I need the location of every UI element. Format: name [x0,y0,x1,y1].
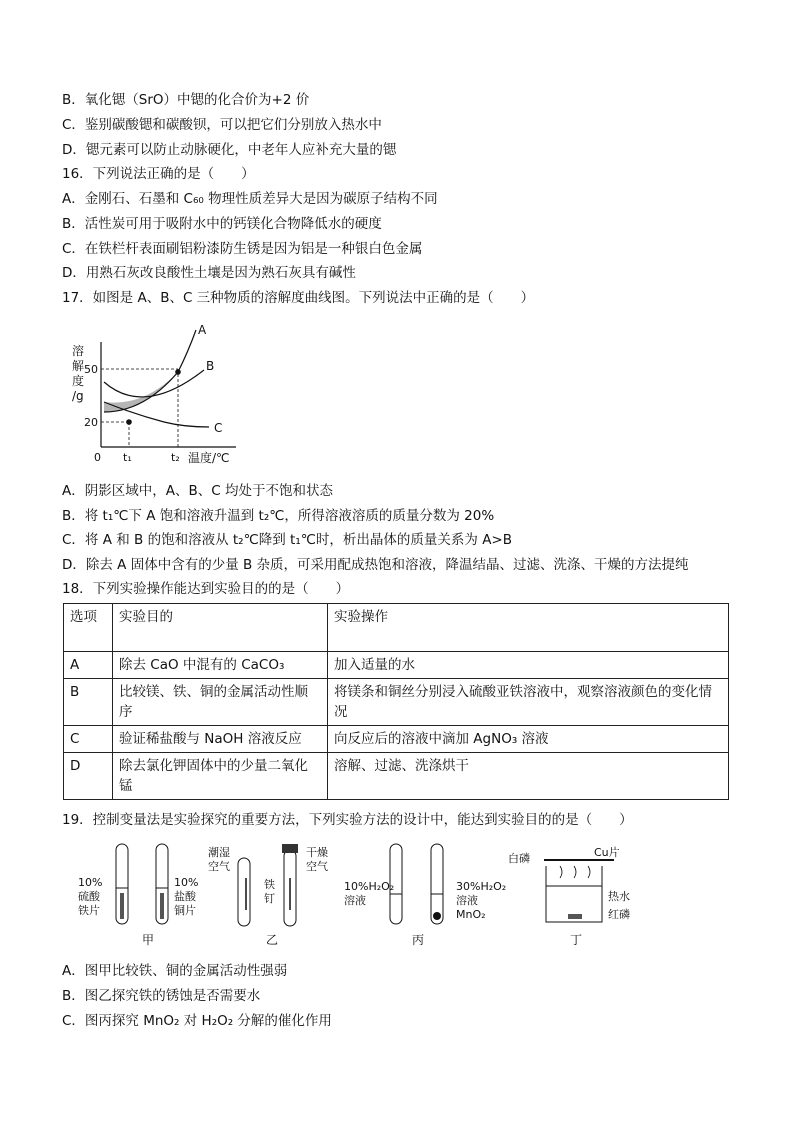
svg-text:铁片: 铁片 [78,904,100,917]
svg-text:空气: 空气 [208,860,230,873]
q17-option-a: A．阴影区域中，A、B、C 均处于不饱和状态 [62,483,333,499]
table-cell: B [64,679,113,726]
figure-yi [208,844,328,947]
question-17: 17．如图是 A、B、C 三种物质的溶解度曲线图。下列说法中正确的是（ ） [62,290,535,306]
origin-label: 0 [94,451,101,464]
intersection-point-t1 [126,419,132,425]
question-18: 18．下列实验操作能达到实验目的的是（ ） [62,581,350,597]
experiment-table [63,603,729,800]
q16-option-c: C．在铁栏杆表面刷铝粉漆防生锈是因为铝是一种银白色金属 [62,241,423,257]
ylabel-2: 解 [72,359,85,373]
option-b-strontium: B．氧化锶（SrO）中锶的化合价为+2 价 [62,92,310,108]
label-ding: 丁 [570,933,583,947]
table-header-row [64,604,729,652]
table-row [64,652,729,679]
ylabel-1: 溶 [72,344,85,358]
table-header-cell: 实验操作 [328,604,729,652]
label-jia: 甲 [142,933,155,947]
svg-text:30%H₂O₂: 30%H₂O₂ [456,880,507,893]
svg-text:10%H₂O₂: 10%H₂O₂ [344,880,395,893]
xtick-t1: t₁ [123,451,132,464]
xlabel: 温度/℃ [188,451,230,465]
svg-text:硫酸: 硫酸 [78,890,100,903]
ytick-20: 20 [84,416,98,429]
svg-text:10%: 10% [174,876,199,889]
table-row [64,679,729,726]
svg-text:潮湿: 潮湿 [208,846,230,859]
svg-text:白磷: 白磷 [508,852,530,865]
table-cell: 将镁条和铜丝分别浸入硫酸亚铁溶液中，观察溶液颜色的变化情况 [328,679,729,726]
svg-text:MnO₂: MnO₂ [456,908,486,921]
table-cell: 溶解、过滤、洗涤烘干 [328,753,729,800]
q17-option-d: D．除去 A 固体中含有的少量 B 杂质，可采用配成热饱和溶液，降温结晶、过滤、洗涤、干燥的方法提纯 [62,557,689,573]
ylabel-4: /g [72,389,84,403]
curve-label-b: B [206,359,215,373]
beaker [546,866,602,922]
table-cell: 向反应后的溶液中滴加 AgNO₃ 溶液 [328,726,729,753]
svg-text:10%: 10% [78,876,103,889]
table-cell: A [64,652,113,679]
table-cell: 加入适量的水 [328,652,729,679]
label-bing: 丙 [412,933,425,947]
ylabel-3: 度 [72,374,85,388]
xtick-t2: t₂ [171,451,180,464]
svg-text:溶液: 溶液 [344,894,366,907]
table-cell: D [64,753,113,800]
svg-text:热水: 热水 [608,890,630,903]
svg-text:红磷: 红磷 [608,908,630,921]
table-cell: 比较镁、铁、铜的金属活动性顺序 [113,679,328,726]
q19-option-a: A．图甲比较铁、铜的金属活动性强弱 [62,963,288,979]
svg-text:空气: 空气 [306,860,328,873]
figure-bing [344,844,506,947]
curve-label-a: A [198,323,207,337]
q19-option-b: B．图乙探究铁的锈蚀是否需要水 [62,988,261,1004]
q17-option-c: C．将 A 和 B 的饱和溶液从 t₂℃降到 t₁℃时，析出晶体的质量关系为 A>B [62,532,513,548]
table-header-cell: 实验目的 [113,604,328,652]
table-cell: 除去氯化钾固体中的少量二氧化锰 [113,753,328,800]
test-tube-wet [238,858,250,926]
svg-text:干燥: 干燥 [306,846,328,859]
q17-option-b: B．将 t₁℃下 A 饱和溶液升温到 t₂℃，所得溶液溶质的质量分数为 20% [62,508,495,524]
question-19: 19．控制变量法是实验探究的重要方法，下列实验方法的设计中，能达到实验目的的是（ ） [62,812,633,828]
table-cell: 验证稀盐酸与 NaOH 溶液反应 [113,726,328,753]
solubility-curve-figure [64,322,254,472]
intersection-point-t2 [175,369,181,375]
table-cell: 除去 CaO 中混有的 CaCO₃ [113,652,328,679]
q16-option-b: B．活性炭可用于吸附水中的钙镁化合物降低水的硬度 [62,216,382,232]
svg-text:钉: 钉 [264,892,275,905]
table-header-cell: 选项 [64,604,113,652]
svg-text:铁: 铁 [264,878,275,891]
svg-text:溶液: 溶液 [456,894,478,907]
q16-option-a: A．金刚石、石墨和 C₆₀ 物理性质差异大是因为碳原子结构不同 [62,191,438,207]
option-d-strontium: D．锶元素可以防止动脉硬化，中老年人应补充大量的锶 [62,142,397,158]
ytick-50: 50 [84,363,98,376]
label-yi: 乙 [266,933,279,947]
figure-ding [508,845,630,947]
apparatus-figure [74,838,664,950]
question-16: 16．下列说法正确的是（ ） [62,166,255,182]
option-c-strontium: C．鉴别碳酸锶和碳酸钡，可以把它们分别放入热水中 [62,117,382,133]
q19-option-c: C．图丙探究 MnO₂ 对 H₂O₂ 分解的催化作用 [62,1013,332,1029]
table-row [64,753,729,800]
curve-a [104,330,196,412]
table-cell: C [64,726,113,753]
table-row [64,726,729,753]
figure-jia [78,844,198,947]
curve-label-c: C [214,421,223,435]
svg-text:铜片: 铜片 [174,904,196,917]
svg-text:Cu片: Cu片 [594,846,620,859]
q16-option-d: D．用熟石灰改良酸性土壤是因为熟石灰具有碱性 [62,265,356,281]
svg-text:盐酸: 盐酸 [174,890,196,903]
